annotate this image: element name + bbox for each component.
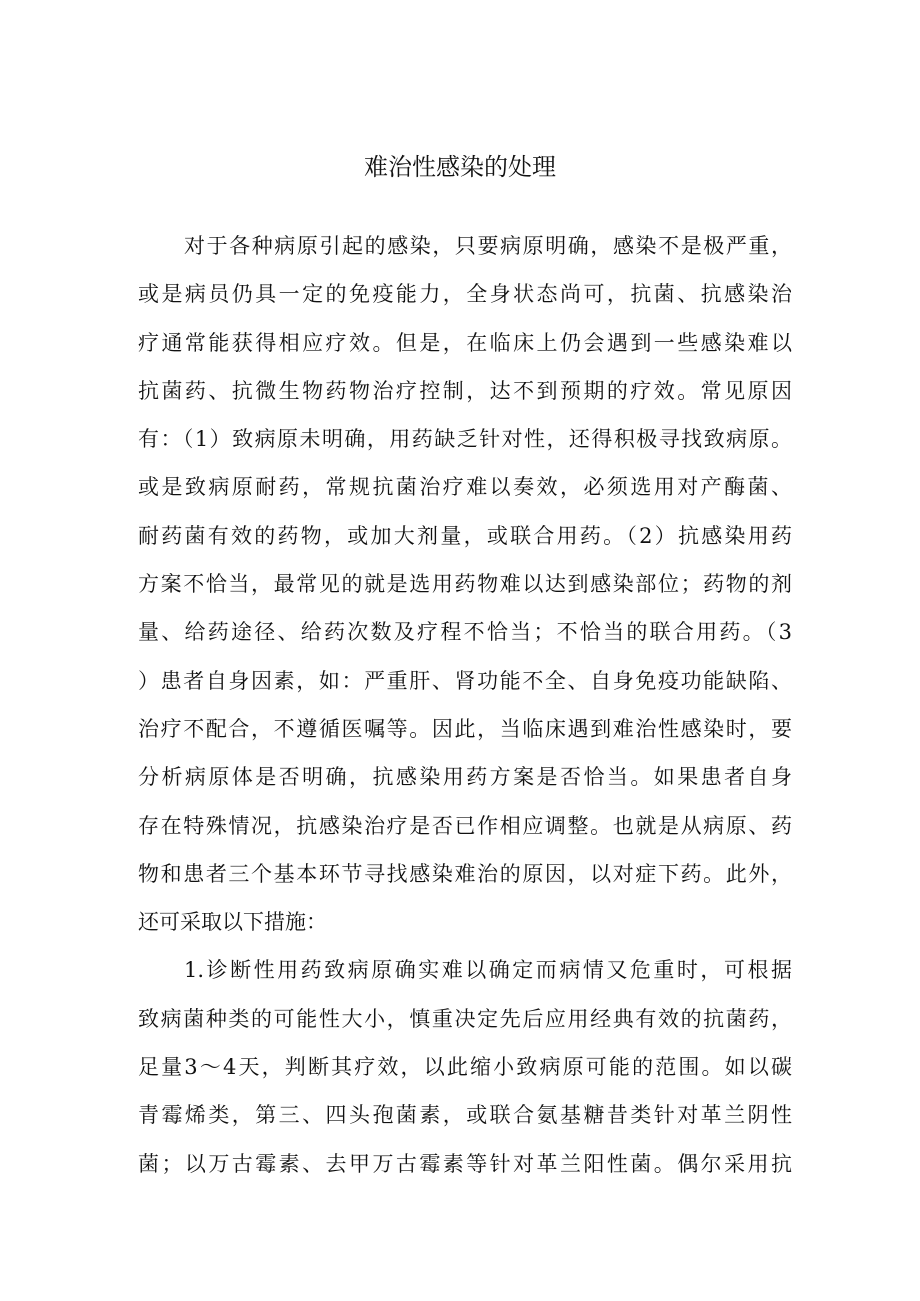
- text-line: 致病菌种类的可能性大小，慎重决定先后应用经典有效的抗菌药，: [138, 1006, 792, 1031]
- text-line: 或是病员仍具一定的免疫能力，全身状态尚可，抗菌、抗感染治: [138, 282, 792, 307]
- text-line: 抗菌药、抗微生物药物治疗控制，达不到预期的疗效。常见原因: [138, 378, 792, 403]
- text-line: 治疗不配合，不遵循医嘱等。因此，当临床遇到难治性感染时，要: [138, 716, 792, 741]
- text-line: 方案不恰当，最常见的就是选用药物难以达到感染部位；药物的剂: [138, 572, 792, 597]
- text-line: 1.诊断性用药致病原确实难以确定而病情又危重时，可根据: [184, 958, 792, 983]
- text-line: 对于各种病原引起的感染，只要病原明确，感染不是极严重，: [184, 234, 792, 258]
- paragraph-measure-1: [138, 946, 792, 1187]
- text-line: 存在特殊情况，抗感染治疗是否已作相应调整。也就是从病原、药: [138, 813, 792, 838]
- text-line: 还可采取以下措施：: [138, 910, 327, 935]
- text-line: 分析病原体是否明确，抗感染用药方案是否恰当。如果患者自身: [138, 765, 792, 790]
- text-line: 足量3～4天，判断其疗效，以此缩小致病原可能的范围。如以碳: [138, 1055, 792, 1080]
- text-line: 耐药菌有效的药物，或加大剂量，或联合用药。（2）抗感染用药: [138, 523, 792, 548]
- text-line: 物和患者三个基本环节寻找感染难治的原因，以对症下药。此外，: [138, 861, 792, 886]
- document-title: 难治性感染的处理: [364, 153, 556, 181]
- text-line: 青霉烯类，第三、四头孢菌素，或联合氨基糖昔类针对革兰阴性: [138, 1103, 792, 1128]
- document-body: [138, 222, 792, 1188]
- text-line: 菌；以万古霉素、去甲万古霉素等针对革兰阳性菌。偶尔采用抗: [138, 1151, 792, 1176]
- text-line: ）患者自身因素，如：严重肝、肾功能不全、自身免疫功能缺陷、: [138, 668, 792, 693]
- paragraph-causes: [138, 222, 792, 946]
- text-line: 或是致病原耐药，常规抗菌治疗难以奏效，必须选用对产酶菌、: [138, 475, 792, 500]
- text-line: 有：（1）致病原未明确，用药缺乏针对性，还得积极寻找致病原。: [138, 427, 792, 452]
- text-line: 疗通常能获得相应疗效。但是，在临床上仍会遇到一些感染难以: [138, 330, 792, 355]
- text-line: 量、给药途径、给药次数及疗程不恰当；不恰当的联合用药。（3: [138, 620, 792, 645]
